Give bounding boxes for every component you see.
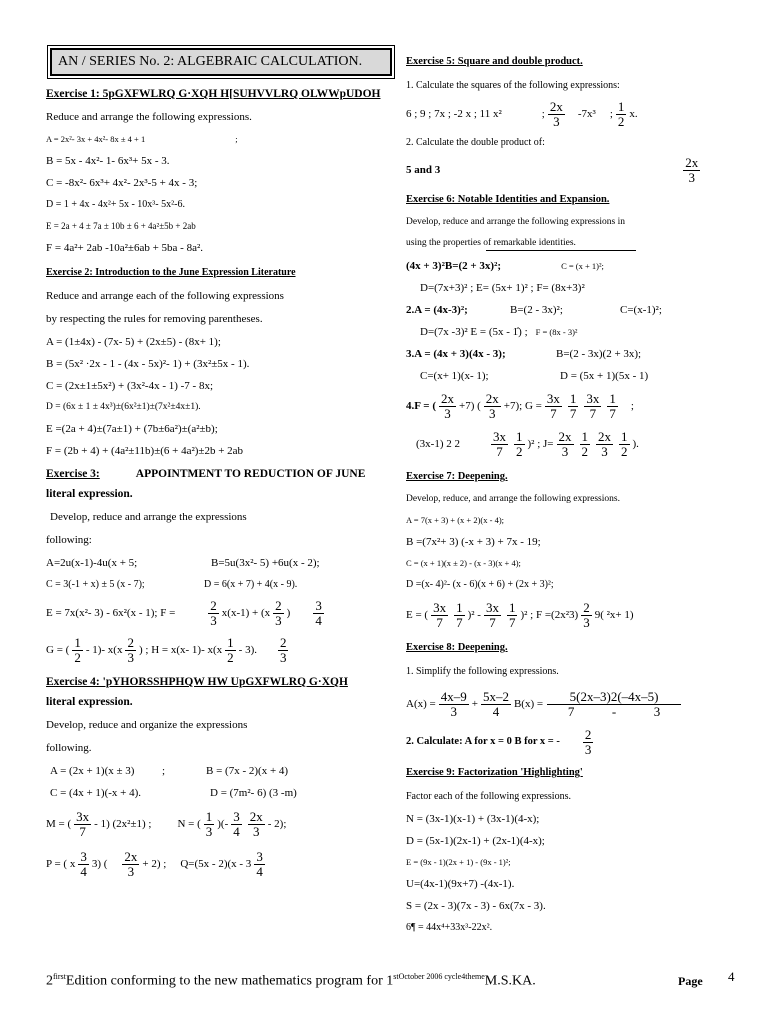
exercise-5-title: Exercise 5: Square and double product. — [406, 56, 583, 67]
ex6-line-7: 4.F = ( $\frac{2x}{3}$ +7) ( $\frac{2x}{3}$ +7); G = $\frac{3x}{7}$ $\frac{1}{7}$ $\frac{3x}{7}$ $\frac{1}{7}$ ; — [406, 390, 634, 421]
ex5-q2-values: 5 and 3 $\frac{2x}{3}$ — [406, 154, 699, 185]
page-footer: $2^{first}Edition$ conforming to the new mathematics program for $1^{stOctober 2006 cycle4theme}M.S.KA$. Page 4 — [46, 966, 746, 993]
exercise-3-title: Exercise 3: APPOINTMENT TO REDUCTION OF JUNE — [46, 468, 366, 480]
ex1-line-b: B = 5x - 4x²- 1- 6x³+ 5x - 3. — [46, 155, 170, 167]
exercise-8-title: Exercise 8: Deepening. — [406, 642, 508, 653]
ex3-line-gh: G = ( $\frac{1}{2}$ - 1)- x(x $\frac{2}{3}$ ) ; H = x(x- 1)- x(x $\frac{1}{2}$ - 3). $\frac{2}{3}$ — [46, 634, 287, 665]
exercise-6-title: Exercise 6: Notable Identities and Expansion. — [406, 194, 610, 205]
ex7-line-3: C = (x + 1)(x ± 2) - (x - 3)(x + 4); — [406, 558, 521, 568]
ex1-line-d: D = 1 + 4x - 4x²+ 5x - 10x³- 5x²-6. — [46, 199, 185, 210]
ex8-line-1: A(x) = $\frac{4x-9}{3}$ + $\frac{5x-2}{4}$ B(x) = 5(2x–3)2(–4x–5) 7 - 3 — [406, 683, 746, 725]
ex7-line-2: B =(7x²+ 3) (-x + 3) + 7x - 19; — [406, 536, 541, 548]
ex6-line-2: D=(7x+3)² ; E= (5x+ 1)² ; F= (8x+3)² — [420, 282, 585, 294]
ex5-q1: 1. Calculate the squares of the following expressions: — [406, 80, 620, 91]
ex2-line-f: F = (2b + 4) + (4a²±11b)±(6 + 4a²)±2b + 2ab — [46, 445, 244, 457]
exercise-2-title: Exercise 2: Introduction to the June Expression Literature — [46, 267, 296, 278]
ex3-line-ef: E = 7x(x²- 3) - 6x²(x - 1); F = $\frac{2}{3}$ x(x-1) + (x $\frac{2}{3}$ ) $\frac{3}{4}$ — [46, 597, 322, 628]
ex6-line-6: C=(x+ 1)(x- 1); D = (5x + 1)(5x - 1) — [420, 370, 649, 382]
ex7-intro: Develop, reduce, and arrange the following expressions. — [406, 494, 620, 504]
ex3-line-cd: C = 3(-1 + x) ± 5 (x - 7); D = 6(x + 7) + 4(x - 9). — [46, 579, 298, 590]
ex2-line-b: B = (5x² ·2x - 1 - (4x - 5x)²- 1) + (3x²±5x - 1). — [46, 358, 250, 370]
ex6-intro-1: Develop, reduce and arrange the following expressions in — [406, 217, 625, 227]
exercise-4-title-cont: literal expression. — [46, 696, 133, 708]
ex8-q1: 1. Simplify the following expressions. — [406, 666, 559, 677]
exercise-9-title: Exercise 9: Factorization 'Highlighting' — [406, 767, 583, 778]
ex5-q2: 2. Calculate the double product of: — [406, 137, 545, 148]
ex3-line-ab: A=2u(x-1)-4u(x + 5; B=5u(3x²- 5) +6u(x - 2); — [46, 557, 320, 569]
ex6-line-8: (3x-1) 2 2 $\frac{3x}{7}$ $\frac{1}{2}$ )² ; J= $\frac{2x}{3}$ $\frac{1}{2}$ $\frac{2x}{3}$ $\frac{1}{2}$ ). — [416, 428, 639, 459]
ex4-line-cd: C = (4x + 1)(-x + 4). D = (7m²- 6) (3 -m) — [50, 787, 297, 799]
ex1-line-c: C = -8x²- 6x³+ 4x²- 2x³-5 + 4x - 3; — [46, 177, 198, 189]
ex9-line-5: S = (2x - 3)(7x - 3) - 6x(7x - 3). — [406, 900, 546, 912]
ex8-q2: 2. Calculate: A for x = 0 B for x = - $\frac{2}{3}$ — [406, 726, 592, 757]
exercise-4-title: Exercise 4: 'pYHORSSHPHQW HW UpGXFWLRQ G·XQH — [46, 676, 348, 688]
ex4-line-pq: P = ( x $\frac{3}{4}$ 3) ( $\frac{2x}{3}$ + 2) ; Q=(5x - 2)(x - 3 $\frac{3}{4}$ — [46, 848, 263, 879]
ex6-line-1: (4x + 3)²B=(2 + 3x)²; C = (x + 1)²; — [406, 260, 604, 272]
page-label: Page — [678, 974, 703, 988]
ex9-line-4: U=(4x-1)(9x+7) -(4x-1). — [406, 878, 515, 890]
ex6-line-3: 2.A = (4x-3)²; B=(2 - 3x)²; C=(x-1)²; — [406, 304, 662, 316]
ex9-line-1: N = (3x-1)(x-1) + (3x-1)(4-x); — [406, 813, 540, 825]
page-number: 4 — [728, 969, 735, 984]
exercise-7-title: Exercise 7: Deepening. — [406, 471, 508, 482]
ex7-line-1: A = 7(x + 3) + (x + 2)(x - 4); — [406, 515, 505, 525]
exercise-3-title-cont: literal expression. — [46, 488, 133, 500]
ex6-line-4: D=(7x -3)² E = (5x - 1̂) ; F = (8x - 3)² — [420, 326, 578, 338]
exercise-2-intro-1: Reduce and arrange each of the following expressions — [46, 290, 284, 302]
ex6-intro-2: using the properties of remarkable identities. — [406, 238, 576, 248]
ex1-line-f: F = 4a²+ 2ab -10a²±6ab + 5ba - 8a². — [46, 242, 204, 254]
exercise-2-intro-2: by respecting the rules for removing parentheses. — [46, 313, 263, 325]
left-column — [46, 44, 396, 884]
series-title: AN / SERIES No. 2: ALGEBRAIC CALCULATION. — [58, 54, 363, 69]
ex9-line-2: D = (5x-1)(2x-1) + (2x-1)(4-x); — [406, 835, 545, 847]
ex9-line-6: 6¶ = 44x⁴+33x³-22x². — [406, 922, 493, 933]
ex7-line-5: E = ( $\frac{3x}{7}$ $\frac{1}{7}$ )² - $\frac{3x}{7}$ $\frac{1}{7}$ )² ; F =(2x²3) $\frac{2}{3}$ 9( ²x+ 1) — [406, 599, 634, 630]
ex9-line-3: E = (9x - 1)(2x + 1) - (9x - 1)²; — [406, 857, 511, 867]
ex4-line-mn: M = ( $\frac{3x}{7}$ - 1) (2x²±1) ; N = ( $\frac{1}{3}$ )(- $\frac{3}{4}$ $\frac{2x}{3}$ - 2); — [46, 808, 287, 839]
ex2-line-d: D = (6x ± 1 ± 4x³)±(6x²±1)±(7x²±4x±1). — [46, 402, 201, 412]
ex5-q1-list: 6 ; 9 ; 7x ; -2 x ; 11 x² ; $\frac{2x}{3}$ -7x³ ; $\frac{1}{2}$ x. — [406, 98, 638, 129]
ex2-line-c: C = (2x±1±5x²) + (3x²-4x - 1) -7 - 8x; — [46, 380, 214, 392]
exercise-1-title: Exercise 1: 5pGXFWLRQ G·XQH H[SUHVVLRQ OLWWpUDOH — [46, 88, 381, 100]
exercise-3-intro-2: following: — [46, 534, 92, 546]
ex4-line-ab: A = (2x + 1)(x ± 3) ; B = (7x - 2)(x + 4) — [50, 765, 289, 777]
ex9-intro: Factor each of the following expressions. — [406, 791, 571, 802]
ex1-line-e: E = 2a + 4 ± 7a ± 10b ± 6 + 4a²±5b + 2ab — [46, 221, 196, 231]
exercise-3-intro-1: Develop, reduce and arrange the expressions — [50, 511, 247, 523]
ex1-line-a: A = 2x²- 3x + 4x²- 8x ± 4 + 1 ; — [46, 134, 238, 144]
exercise-1-intro: Reduce and arrange the following expressions. — [46, 111, 252, 123]
ex7-line-4: D =(x- 4)²- (x - 6)(x + 6) + (2x + 3)²; — [406, 579, 554, 590]
exercise-4-intro-2: following. — [46, 742, 92, 754]
ex2-line-a: A = (1±4x) - (7x- 5) + (2x±5) - (8x+ 1); — [46, 336, 221, 348]
exercise-4-intro-1: Develop, reduce and organize the expressions — [46, 719, 248, 731]
ex6-line-5: 3.A = (4x + 3)(4x - 3); B=(2 - 3x)(2 + 3x); — [406, 348, 642, 360]
series-title-box — [50, 48, 392, 76]
ex2-line-e: E =(2a + 4)±(7a±1) + (7b±6a²)±(a²±b); — [46, 423, 218, 435]
right-column — [406, 48, 746, 939]
